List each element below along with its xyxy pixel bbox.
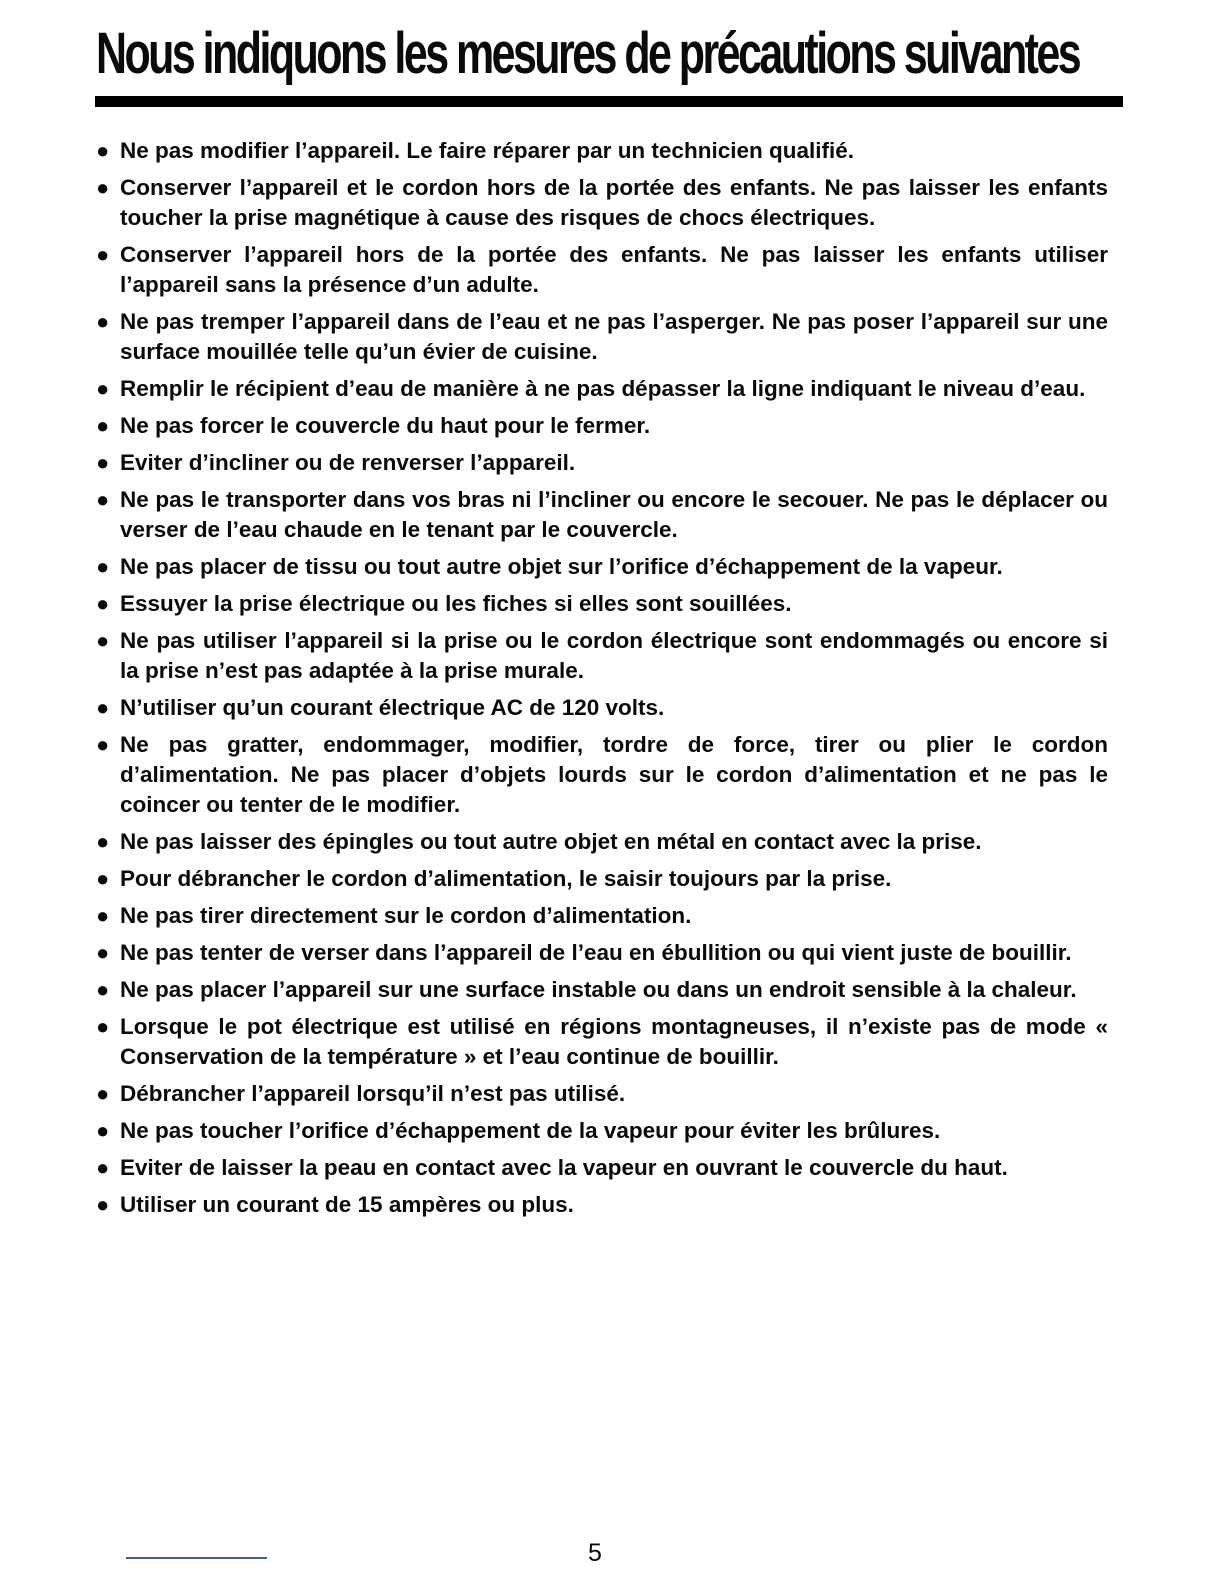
bullet-icon: ●: [96, 413, 110, 438]
bullet-icon: ●: [96, 554, 110, 579]
precaution-item: [96, 938, 1108, 968]
bullet-icon: ●: [96, 242, 110, 267]
bullet-icon: ●: [96, 732, 110, 757]
precaution-text: Pour débrancher le cordon d’alimentation, le saisir toujours par la prise.: [120, 866, 892, 891]
precaution-text: Ne pas le transporter dans vos bras ni l’incliner ou encore le secouer. Ne pas le déplacer ou verser de l’eau chaude en le tenant par le couvercle.: [120, 487, 1108, 542]
title-underline: [95, 96, 1123, 107]
footer-rule: [126, 1557, 267, 1559]
precaution-text: Ne pas utiliser l’appareil si la prise ou le cordon électrique sont endommagés ou encore si la prise n’est pas adaptée à la prise murale.: [120, 628, 1108, 683]
precaution-item: [96, 864, 1108, 894]
bullet-icon: ●: [96, 866, 110, 891]
precaution-text: Ne pas placer l’appareil sur une surface instable ou dans un endroit sensible à la chaleur.: [120, 977, 1077, 1002]
precaution-item: [96, 901, 1108, 931]
bullet-icon: ●: [96, 1014, 110, 1039]
precaution-item: [96, 1116, 1108, 1146]
bullet-icon: ●: [96, 829, 110, 854]
precaution-text: Remplir le récipient d’eau de manière à ne pas dépasser la ligne indiquant le niveau d’eau.: [120, 376, 1086, 401]
precaution-item: [96, 975, 1108, 1005]
bullet-icon: ●: [96, 175, 110, 200]
bullet-icon: ●: [96, 450, 110, 475]
bullet-icon: ●: [96, 376, 110, 401]
precaution-item: [96, 730, 1108, 820]
precaution-text: Ne pas tremper l’appareil dans de l’eau et ne pas l’asperger. Ne pas poser l’appareil sur une surface mouillée telle qu’un évier de cuisine.: [120, 309, 1108, 364]
page-title: Nous indiquons les mesures de précautions suivantes: [96, 21, 1080, 86]
precaution-item: [96, 1190, 1108, 1220]
precaution-text: Ne pas gratter, endommager, modifier, tordre de force, tirer ou plier le cordon d’alimentation. Ne pas placer d’objets lourds sur le cordon d’alimentation et ne pas le coincer ou tenter de le modifier.: [120, 732, 1108, 817]
precaution-item: [96, 485, 1108, 545]
precaution-text: Ne pas tenter de verser dans l’appareil de l’eau en ébullition ou qui vient juste de bouillir.: [120, 940, 1072, 965]
precaution-text: N’utiliser qu’un courant électrique AC de 120 volts.: [120, 695, 665, 720]
precaution-list: [96, 136, 1108, 1227]
bullet-icon: ●: [96, 487, 110, 512]
precaution-item: [96, 448, 1108, 478]
bullet-icon: ●: [96, 977, 110, 1002]
precaution-item: [96, 827, 1108, 857]
bullet-icon: ●: [96, 591, 110, 616]
precaution-text: Utiliser un courant de 15 ampères ou plus.: [120, 1192, 574, 1217]
bullet-icon: ●: [96, 940, 110, 965]
bullet-icon: ●: [96, 1118, 110, 1143]
precaution-text: Ne pas forcer le couvercle du haut pour le fermer.: [120, 413, 651, 438]
precaution-item: [96, 1153, 1108, 1183]
precaution-text: Conserver l’appareil hors de la portée des enfants. Ne pas laisser les enfants utiliser l’appareil sans la présence d’un adulte.: [120, 242, 1108, 297]
precaution-text: Débrancher l’appareil lorsqu’il n’est pas utilisé.: [120, 1081, 626, 1106]
bullet-icon: ●: [96, 1081, 110, 1106]
bullet-icon: ●: [96, 309, 110, 334]
precaution-item: [96, 552, 1108, 582]
page-number: 5: [588, 1539, 602, 1567]
precaution-text: Conserver l’appareil et le cordon hors de la portée des enfants. Ne pas laisser les enfants toucher la prise magnétique à cause des risques de chocs électriques.: [120, 175, 1108, 230]
precaution-text: Ne pas modifier l’appareil. Le faire réparer par un technicien qualifié.: [120, 138, 854, 163]
precaution-text: Ne pas placer de tissu ou tout autre objet sur l’orifice d’échappement de la vapeur.: [120, 554, 1003, 579]
precaution-item: [96, 374, 1108, 404]
precaution-item: [96, 693, 1108, 723]
precaution-item: [96, 626, 1108, 686]
precaution-item: [96, 307, 1108, 367]
precaution-item: [96, 589, 1108, 619]
bullet-icon: ●: [96, 695, 110, 720]
bullet-icon: ●: [96, 1155, 110, 1180]
precaution-text: Eviter d’incliner ou de renverser l’appareil.: [120, 450, 576, 475]
bullet-icon: ●: [96, 903, 110, 928]
precaution-item: [96, 173, 1108, 233]
precaution-item: [96, 136, 1108, 166]
precaution-text: Essuyer la prise électrique ou les fiches si elles sont souillées.: [120, 591, 792, 616]
bullet-icon: ●: [96, 138, 110, 163]
bullet-icon: ●: [96, 628, 110, 653]
precaution-text: Ne pas tirer directement sur le cordon d’alimentation.: [120, 903, 692, 928]
precaution-item: [96, 240, 1108, 300]
bullet-icon: ●: [96, 1192, 110, 1217]
precaution-text: Lorsque le pot électrique est utilisé en régions montagneuses, il n’existe pas de mode « Conservation de la température » et l’eau continue de bouillir.: [120, 1014, 1108, 1069]
precaution-text: Ne pas toucher l’orifice d’échappement de la vapeur pour éviter les brûlures.: [120, 1118, 941, 1143]
precaution-item: [96, 411, 1108, 441]
precaution-text: Eviter de laisser la peau en contact avec la vapeur en ouvrant le couvercle du haut.: [120, 1155, 1008, 1180]
precaution-item: [96, 1079, 1108, 1109]
precaution-text: Ne pas laisser des épingles ou tout autre objet en métal en contact avec la prise.: [120, 829, 982, 854]
precaution-item: [96, 1012, 1108, 1072]
